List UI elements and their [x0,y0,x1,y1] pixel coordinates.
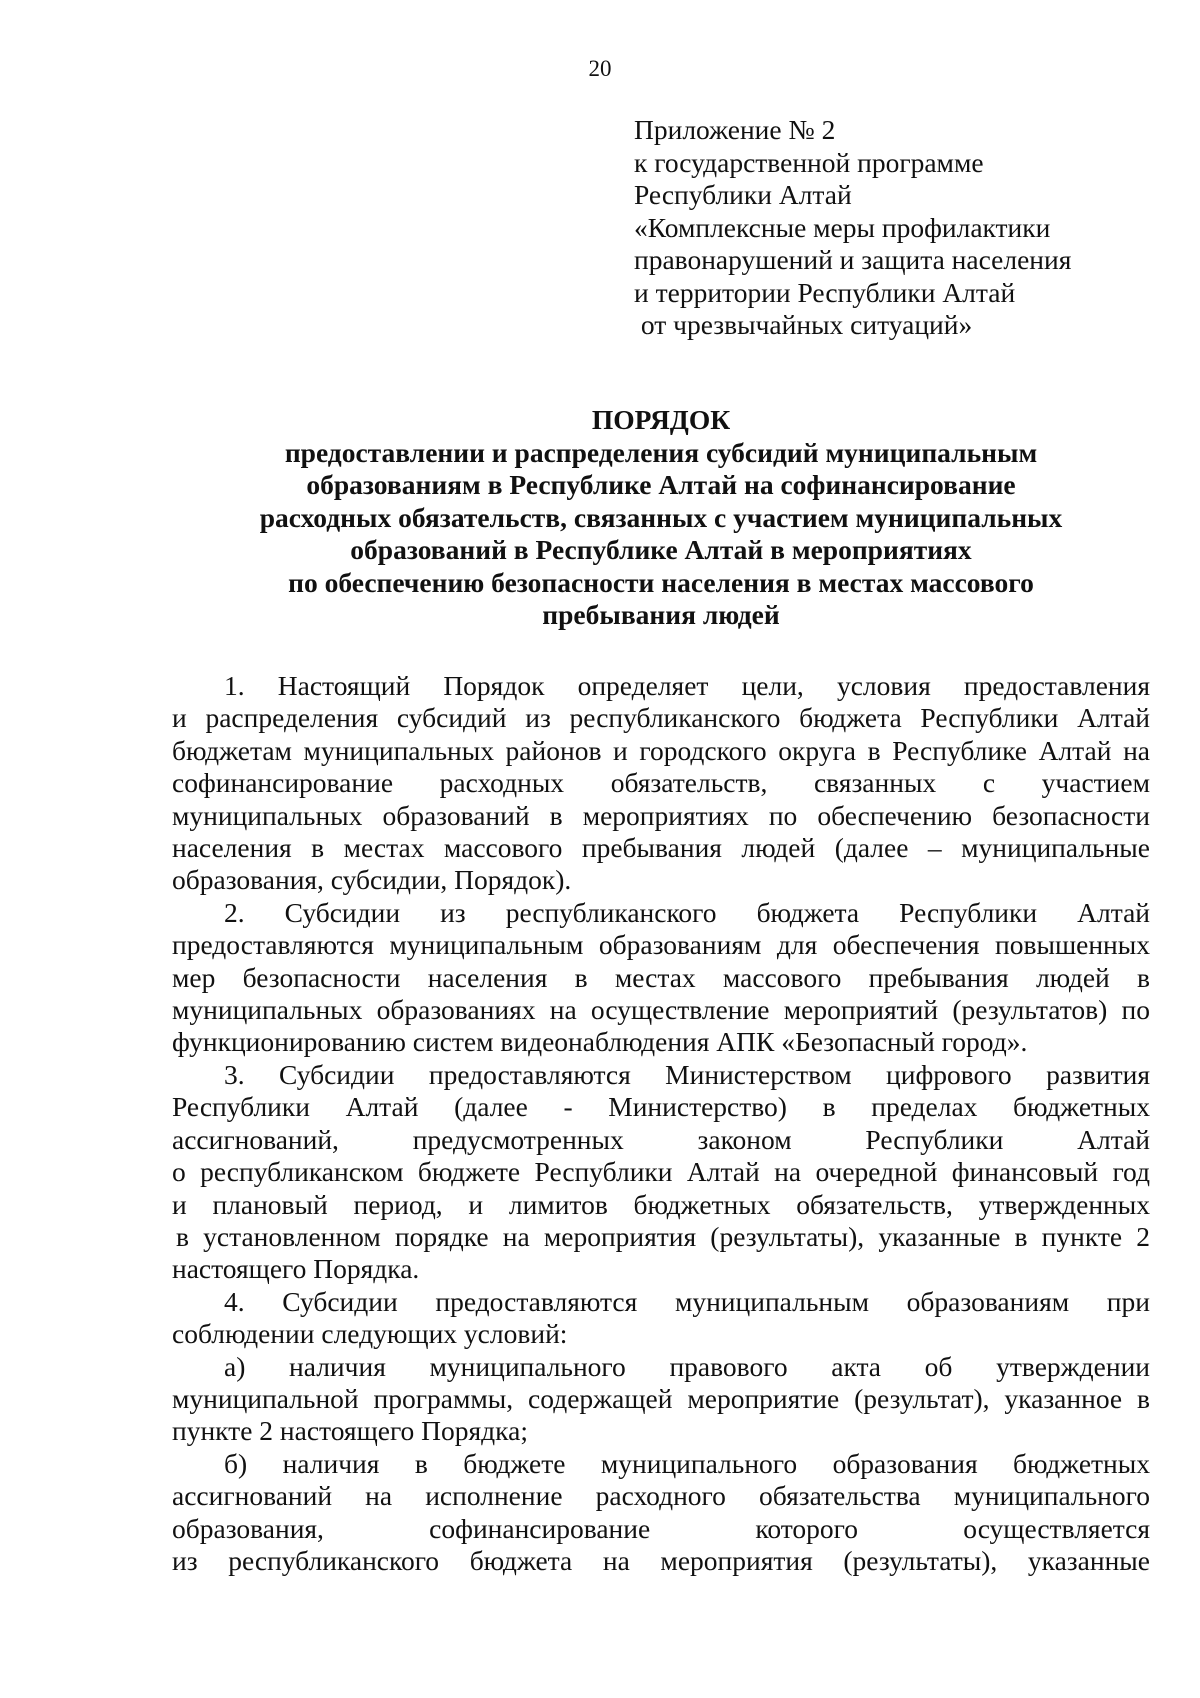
document-title [172,404,1150,632]
appendix-line: Приложение № 2 [634,114,836,145]
body-line: 2. Субсидии из республиканского бюджета Республики Алтай [224,896,1150,928]
appendix-line: Республики Алтай [634,179,852,210]
body-line: в установленном порядке на мероприятия (результаты), указанные в пункте 2 [176,1220,1150,1252]
body-line: о республиканском бюджете Республики Алтай на очередной финансовый год [172,1156,1150,1188]
appendix-line: от чрезвычайных ситуаций» [634,309,973,340]
title-heading: ПОРЯДОК [591,404,731,435]
body-line: муниципальных образований в мероприятиях по обеспечению безопасности [172,799,1150,831]
body-line: Республики Алтай (далее - Министерство) в пределах бюджетных [172,1091,1150,1123]
title-subtitle-line: пребывания людей [542,599,780,630]
title-subtitle-line: расходных обязательств, связанных с участием муниципальных [259,501,1063,533]
appendix-line: и территории Республики Алтай [634,276,1016,308]
body-line: и плановый период, и лимитов бюджетных обязательств, утвержденных [172,1188,1150,1220]
body-line: софинансирование расходных обязательств, связанных с участием [172,767,1150,799]
body-line: 4. Субсидии предоставляются муниципальным образованиям при [224,1285,1150,1317]
body-line: функционированию систем видеонаблюдения АПК «Безопасный город». [172,1026,1028,1058]
body-line: соблюдении следующих условий: [172,1318,568,1350]
body-line: муниципальных образованиях на осуществление мероприятий (результатов) по [172,994,1150,1026]
body-line: ассигнований, предусмотренных законом Республики Алтай [172,1123,1150,1155]
body-line: а) наличия муниципального правового акта об утверждении [224,1350,1150,1382]
body-line: пункте 2 настоящего Порядка; [172,1415,528,1447]
body-line: ассигнований на исполнение расходного обязательства муниципального [172,1480,1150,1512]
document-body [172,670,1150,1577]
appendix-line: «Комплексные меры профилактики [634,211,1051,243]
body-line: населения в местах массового пребывания людей (далее – муниципальные [172,832,1150,864]
body-line: из республиканского бюджета на мероприятия (результаты), указанные [172,1544,1150,1576]
appendix-line: к государственной программе [634,146,984,178]
body-line: муниципальной программы, содержащей мероприятие (результат), указанное в [172,1382,1150,1414]
body-line: 3. Субсидии предоставляются Министерством цифрового развития [224,1058,1150,1090]
appendix-header [634,114,1154,342]
page-number: 20 [588,56,612,81]
title-subtitle-line: по обеспечению безопасности населения в местах массового [288,566,1034,598]
body-line: образования, софинансирование которого осуществляется [172,1512,1150,1544]
body-line: б) наличия в бюджете муниципального образования бюджетных [224,1447,1150,1479]
body-line: и распределения субсидий из республиканского бюджета Республики Алтай [172,702,1150,734]
body-line: предоставляются муниципальным образованиям для обеспечения повышенных [172,929,1150,961]
title-subtitle-line: образований в Республике Алтай в мероприятиях [350,534,972,565]
body-line: настоящего Порядка. [172,1253,420,1285]
appendix-line: правонарушений и защита населения [634,244,1072,275]
title-subtitle-line: предоставлении и распределения субсидий муниципальным [284,436,1038,468]
body-line: мер безопасности населения в местах массового пребывания людей в [172,961,1150,993]
body-line: 1. Настоящий Порядок определяет цели, условия предоставления [224,670,1150,701]
body-line: бюджетам муниципальных районов и городского округа в Республике Алтай на [172,734,1150,766]
body-line: образования, субсидии, Порядок). [172,864,572,896]
title-subtitle-line: образованиям в Республике Алтай на софинансирование [306,469,1016,500]
